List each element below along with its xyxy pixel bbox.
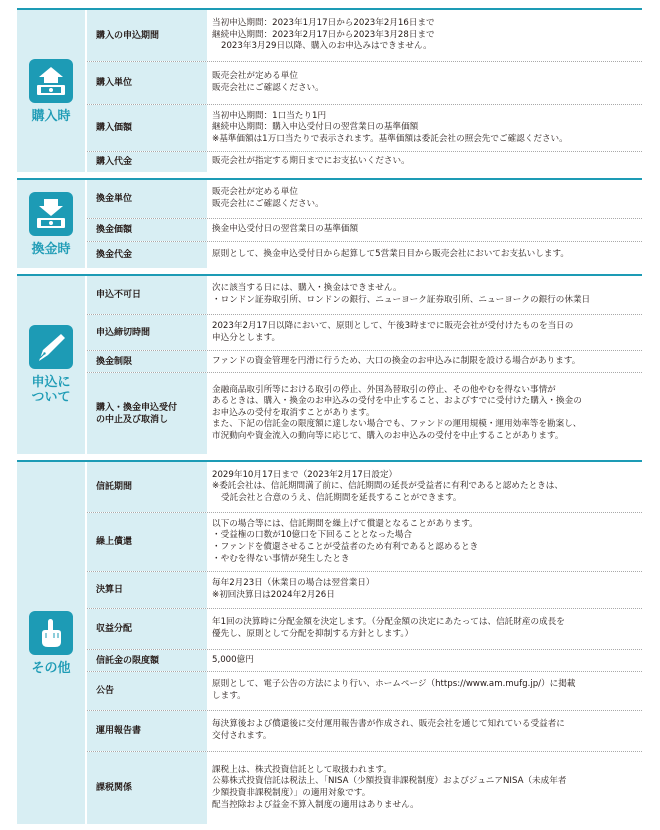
value-line: 毎年2月23日（休業日の場合は翌営業日） [212, 578, 375, 589]
value-line: ・受益権の口数が10億口を下回ることとなった場合 [212, 530, 412, 541]
row-label: 換金代金 [87, 242, 207, 268]
value-line: また、下記の信託金の限度額に達しない場合でも、ファンドの運用規模・運用効率等を勘案し、 [212, 419, 582, 430]
category-label: 購入時 [31, 108, 71, 124]
row-value [212, 152, 638, 172]
row-label: 購入価額 [87, 105, 207, 151]
row-label: 公告 [87, 672, 207, 710]
tray-down-icon [29, 192, 73, 236]
table-row [87, 609, 642, 650]
value-line: ファンドの資金管理を円滑に行うため、大口の換金のお申込みに制限を設ける場合があります。 [212, 355, 581, 366]
row-value [212, 351, 638, 372]
value-line: 申込分とします。 [212, 332, 281, 343]
row-value [212, 276, 638, 314]
value-line: お申込みの受付を取消すことがあります。 [212, 407, 375, 418]
value-line: します。 [212, 691, 246, 701]
value-line: ※初回決算日は2024年2月26日 [212, 590, 335, 600]
value-line: ・ロンドン証券取引所、ロンドンの銀行、ニューヨーク証券取引所、ニューヨークの銀行の休業日 [212, 295, 591, 305]
value-line: 2029年10月17日まで（2023年2月17日設定） [212, 469, 398, 480]
row-value [212, 242, 638, 268]
value-line: 公募株式投資信託は税法上、「NISA（少額投資非課税制度）およびジュニアNISA（未成年者 [212, 776, 567, 787]
value-line: 金融商品取引所等における取引の停止、外国為替取引の停止、その他やむを得ない事情が [212, 384, 556, 395]
row-value [212, 462, 638, 512]
value-line: ・やむを得ない事情が発生したとき [212, 553, 350, 564]
row-value [212, 105, 638, 151]
value-line: 継続申込期間：購入申込受付日の翌営業日の基準価額 [212, 122, 419, 133]
row-value [212, 373, 638, 454]
category-application [17, 276, 85, 454]
category-label: 申込に ついて [31, 375, 71, 405]
row-label: 繰上償還 [87, 513, 207, 571]
table-row [87, 373, 642, 454]
row-label: 購入の申込期間 [87, 10, 207, 61]
value-line: 優先し、原則として分配を抑制する方針とします。） [212, 629, 414, 639]
row-value [212, 10, 638, 61]
value-line: 販売会社が定める単位 [212, 187, 298, 198]
row-value [212, 752, 638, 824]
value-line: 販売会社が定める単位 [212, 71, 298, 82]
row-label: 信託金の限度額 [87, 650, 207, 671]
value-line: 原則として、電子公告の方法により行い、ホームページ（https://www.am.mufg.jp/）に掲載 [212, 679, 576, 690]
section-purchase [17, 8, 642, 172]
value-line: 2023年3月29日以降、購入のお申込みはできません。 [221, 41, 432, 52]
value-line: あるときは、購入・換金のお申込みの受付を中止すること、およびすでに受付けた購入・換金の [212, 396, 582, 407]
value-line: 以下の場合等には、信託期間を繰上げて償還となることがあります。 [212, 518, 478, 529]
pen-nib-icon [29, 325, 73, 369]
value-line: ※基準価額は1万口当たりで表示されます。基準価額は委託会社の照会先でご確認ください。 [212, 133, 568, 144]
row-value [212, 650, 638, 671]
value-line: 販売会社が指定する期日までにお支払いください。 [212, 156, 410, 167]
table-row [87, 152, 642, 172]
hand-pointing-icon [29, 611, 73, 655]
row-label: 申込不可日 [87, 276, 207, 314]
row-label: 換金単位 [87, 180, 207, 218]
table-row [87, 351, 642, 373]
value-line: 少額投資非課税制度）」の適用対象です。 [212, 788, 371, 798]
value-line: 課税上は、株式投資信託として取扱われます。 [212, 764, 392, 775]
row-value [212, 572, 638, 608]
table-row [87, 711, 642, 752]
section-application [17, 274, 642, 454]
table-row [87, 650, 642, 672]
row-label: 決算日 [87, 572, 207, 608]
row-label: 課税関係 [87, 752, 207, 824]
value-line: 販売会社にご確認ください。 [212, 83, 324, 93]
value-line: 継続申込期間：2023年2月17日から2023年3月28日まで [212, 29, 435, 40]
row-label: 購入単位 [87, 62, 207, 104]
row-label: 信託期間 [87, 462, 207, 512]
row-label: 換金価額 [87, 219, 207, 241]
section-redemption [17, 178, 642, 268]
value-line: 2023年2月17日以降において、原則として、午後3時までに販売会社が受付けたものを当日の [212, 320, 574, 331]
category-label: その他 [31, 660, 71, 676]
value-line: 配当控除および益金不算入制度の適用はありません。 [212, 799, 419, 810]
table-row [87, 513, 642, 572]
row-value [212, 219, 638, 241]
value-line: 次に該当する日には、購入・換金はできません。 [212, 283, 402, 294]
row-value [212, 180, 638, 218]
category-redemption [17, 180, 85, 268]
row-label: 換金制限 [87, 351, 207, 372]
value-line: 当初申込期間：1口当たり1円 [212, 110, 327, 121]
value-line: 受託会社と合意のうえ、信託期間を延長することができます。 [221, 492, 462, 503]
table-row [87, 462, 642, 513]
row-label: 申込締切時間 [87, 315, 207, 350]
category-label: 換金時 [31, 241, 71, 257]
row-value [212, 609, 638, 649]
row-label: 収益分配 [87, 609, 207, 649]
table-row [87, 572, 642, 609]
table-row [87, 180, 642, 219]
row-value [212, 711, 638, 751]
value-line: 販売会社にご確認ください。 [212, 199, 324, 209]
row-label: 運用報告書 [87, 711, 207, 751]
table-row [87, 242, 642, 268]
row-label: 購入代金 [87, 152, 207, 172]
table-row [87, 672, 642, 711]
section-other [17, 460, 642, 824]
row-value [212, 672, 638, 710]
value-line: 原則として、換金申込受付日から起算して5営業日目から販売会社においてお支払いします。 [212, 249, 569, 260]
table-row [87, 10, 642, 62]
table-row [87, 219, 642, 242]
value-line: 当初申込期間：2023年1月17日から2023年2月16日まで [212, 18, 435, 29]
value-line: 市況動向や資金流入の動向等に応じて、購入のお申込みの受付を中止することがあります。 [212, 430, 564, 441]
table-row [87, 315, 642, 351]
row-label: 購入・換金申込受付 の中止及び取消し [87, 373, 207, 454]
table-row [87, 105, 642, 152]
table-row [87, 752, 642, 824]
category-other [17, 462, 85, 824]
row-value [212, 62, 638, 104]
value-line: 5,000億円 [212, 654, 254, 665]
value-line: 換金申込受付日の翌営業日の基準価額 [212, 224, 359, 235]
row-value [212, 315, 638, 350]
tray-up-icon [29, 59, 73, 103]
table-row [87, 62, 642, 105]
value-line: ※委託会社は、信託期間満了前に、信託期間の延長が受益者に有利であると認めたときは、 [212, 481, 563, 492]
value-line: 毎決算後および償還後に交付運用報告書が作成され、販売会社を通じて知れている受益者に [212, 719, 565, 730]
row-value [212, 513, 638, 571]
table-row [87, 276, 642, 315]
value-line: 年1回の決算時に分配金額を決定します。（分配金額の決定にあたっては、信託財産の成長を [212, 617, 565, 628]
category-purchase [17, 10, 85, 172]
value-line: ・ファンドを償還させることが受益者のため有利であると認めるとき [212, 542, 479, 552]
value-line: 交付されます。 [212, 731, 272, 741]
